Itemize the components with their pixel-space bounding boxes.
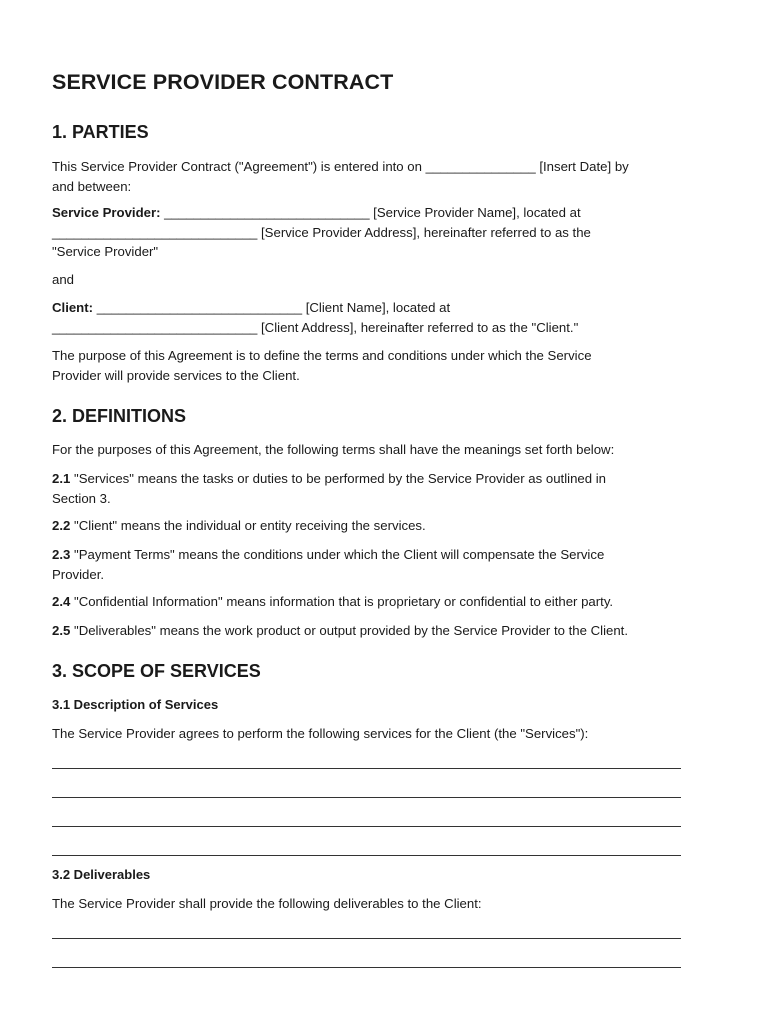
service-provider-line2: ____________________________ [Service Provider Address], hereinafter referred to as the (52, 224, 591, 240)
client-label: Client: (52, 300, 94, 315)
definition-text: "Client" means the individual or entity receiving the services. (70, 518, 426, 533)
definition-item (52, 516, 720, 536)
blank-line[interactable] (52, 826, 681, 827)
definition-number: 2.1 (52, 471, 71, 486)
section-heading-scope: 3. SCOPE OF SERVICES (52, 661, 261, 681)
client-line1: ____________________________ [Client Name], located at (93, 300, 451, 315)
definitions-intro: For the purposes of this Agreement, the following terms shall have the meanings set forth below: (52, 442, 615, 457)
definition-item (52, 621, 720, 641)
blank-line[interactable] (52, 768, 681, 769)
definition-number: 2.4 (52, 594, 71, 609)
service-provider-line1: ____________________________ [Service Provider Name], located at (160, 205, 581, 220)
definition-number: 2.5 (52, 623, 71, 638)
definition-number: 2.3 (52, 547, 71, 562)
client-block (52, 298, 720, 337)
definition-item (52, 592, 720, 612)
definition-item (52, 469, 720, 508)
definition-text-continued: Provider. (52, 566, 105, 582)
parties-intro-line1: This Service Provider Contract ("Agreement") is entered into on _______________ [Insert Date] by (52, 159, 629, 174)
service-provider-label: Service Provider: (52, 205, 161, 220)
parties-intro-line2: and between: (52, 178, 132, 194)
document-title: SERVICE PROVIDER CONTRACT (52, 70, 394, 94)
blank-line[interactable] (52, 967, 681, 968)
blank-line[interactable] (52, 938, 681, 939)
purpose-paragraph (52, 346, 720, 385)
deliverables-text: The Service Provider shall provide the following deliverables to the Client: (52, 896, 482, 911)
blank-line[interactable] (52, 797, 681, 798)
definition-item (52, 545, 720, 584)
service-provider-line3: "Service Provider" (52, 244, 159, 259)
subsection-heading-description: 3.1 Description of Services (52, 697, 219, 712)
subsection-heading-deliverables: 3.2 Deliverables (52, 867, 151, 882)
section-heading-definitions: 2. DEFINITIONS (52, 406, 187, 426)
service-provider-block (52, 203, 720, 262)
definition-number: 2.2 (52, 518, 71, 533)
client-line2: ____________________________ [Client Address], hereinafter referred to as the "Client." (52, 319, 579, 335)
definition-text: "Payment Terms" means the conditions under which the Client will compensate the Service (70, 547, 605, 562)
description-text: The Service Provider agrees to perform the following services for the Client (the "Services"): (52, 726, 589, 741)
definition-text-continued: Section 3. (52, 490, 111, 506)
and-text: and (52, 272, 75, 287)
purpose-line1: The purpose of this Agreement is to define the terms and conditions under which the Service (52, 348, 592, 363)
definition-text: "Deliverables" means the work product or output provided by the Service Provider to the Client. (70, 623, 628, 638)
purpose-line2: Provider will provide services to the Client. (52, 367, 300, 383)
definition-text: "Confidential Information" means information that is proprietary or confidential to either party. (70, 594, 614, 609)
definition-text: "Services" means the tasks or duties to be performed by the Service Provider as outlined in (70, 471, 607, 486)
parties-intro (52, 157, 720, 196)
section-heading-parties: 1. PARTIES (52, 122, 149, 142)
blank-line[interactable] (52, 855, 681, 856)
